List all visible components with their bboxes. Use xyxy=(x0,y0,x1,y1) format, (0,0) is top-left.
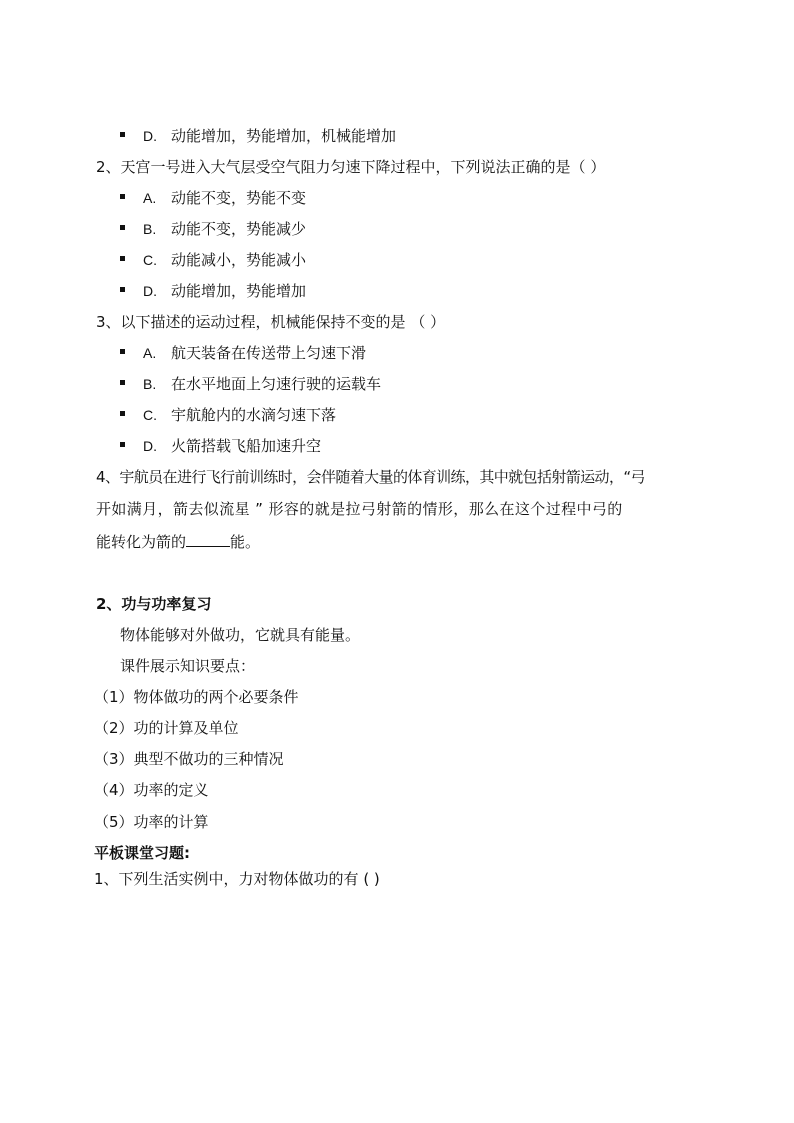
knowledge-point-3: （3）典型不做功的三种情况 xyxy=(94,750,284,768)
q4-line-1: 4、宇航员在进行飞行前训练时，会伴随着大量的体育训练，其中就包括射箭运动，“弓 xyxy=(96,468,645,486)
option-letter: B. xyxy=(143,376,157,392)
option-text: 动能减小，势能减小 xyxy=(171,251,307,269)
option-letter: D. xyxy=(143,438,157,454)
q4-text-before-blank: 能转化为箭的 xyxy=(96,533,187,551)
knowledge-point-1: （1）物体做功的两个必要条件 xyxy=(94,688,299,706)
section-2-intro-1: 物体能够对外做功，它就具有能量。 xyxy=(120,626,361,644)
option-letter: C. xyxy=(143,252,157,268)
q3-option-a xyxy=(120,343,366,363)
q3-stem: 3、以下描述的运动过程，机械能保持不变的是 （ ） xyxy=(96,313,446,331)
option-letter: A. xyxy=(143,190,157,206)
bullet-icon xyxy=(120,442,125,447)
q2-stem: 2、天宫一号进入大气层受空气阻力匀速下降过程中，下列说法正确的是（ ） xyxy=(96,158,606,176)
knowledge-point-2: （2）功的计算及单位 xyxy=(94,719,239,737)
exercises-title: 平板课堂习题: xyxy=(94,844,190,862)
option-text: 动能增加，势能增加，机械能增加 xyxy=(171,127,397,145)
section-2-intro-2: 课件展示知识要点： xyxy=(120,657,256,675)
option-text: 火箭搭载飞船加速升空 xyxy=(171,437,322,455)
exercise-1-stem: 1、下列生活实例中，力对物体做功的有 ( ) xyxy=(94,870,380,888)
option-letter: B. xyxy=(143,221,157,237)
bullet-icon xyxy=(120,225,125,230)
option-text: 航天装备在传送带上匀速下滑 xyxy=(171,344,367,362)
bullet-icon xyxy=(120,194,125,199)
knowledge-point-5: （5）功率的计算 xyxy=(94,813,209,831)
option-letter: A. xyxy=(143,345,157,361)
option-text: 在水平地面上匀速行驶的运载车 xyxy=(171,375,382,393)
option-letter: C. xyxy=(143,407,157,423)
answer-blank[interactable] xyxy=(186,532,230,547)
bullet-icon xyxy=(120,349,125,354)
q3-option-c xyxy=(120,405,336,425)
option-letter: D. xyxy=(143,128,157,144)
q2-option-b xyxy=(120,219,306,239)
section-2-title: 2、功与功率复习 xyxy=(96,595,212,613)
q4-text-after-blank: 能。 xyxy=(230,533,261,551)
option-text: 宇航舱内的水滴匀速下落 xyxy=(171,406,337,424)
bullet-icon xyxy=(120,287,125,292)
q3-option-d xyxy=(120,436,321,456)
option-text: 动能不变，势能不变 xyxy=(171,189,307,207)
bullet-icon xyxy=(120,256,125,261)
option-text: 动能不变，势能减少 xyxy=(171,220,307,238)
q2-option-a xyxy=(120,188,306,208)
knowledge-point-4: （4）功率的定义 xyxy=(94,781,209,799)
q4-line-3 xyxy=(96,532,260,552)
bullet-icon xyxy=(120,411,125,416)
q2-option-c xyxy=(120,250,306,270)
q3-option-b xyxy=(120,374,381,394)
bullet-icon xyxy=(120,132,125,137)
q1-option-d xyxy=(120,126,396,146)
q2-option-d xyxy=(120,281,306,301)
option-text: 动能增加，势能增加 xyxy=(171,282,307,300)
q4-line-2: 开如满月，箭去似流星 ” 形容的就是拉弓射箭的情形，那么在这个过程中弓的 xyxy=(96,500,623,518)
bullet-icon xyxy=(120,380,125,385)
option-letter: D. xyxy=(143,283,157,299)
